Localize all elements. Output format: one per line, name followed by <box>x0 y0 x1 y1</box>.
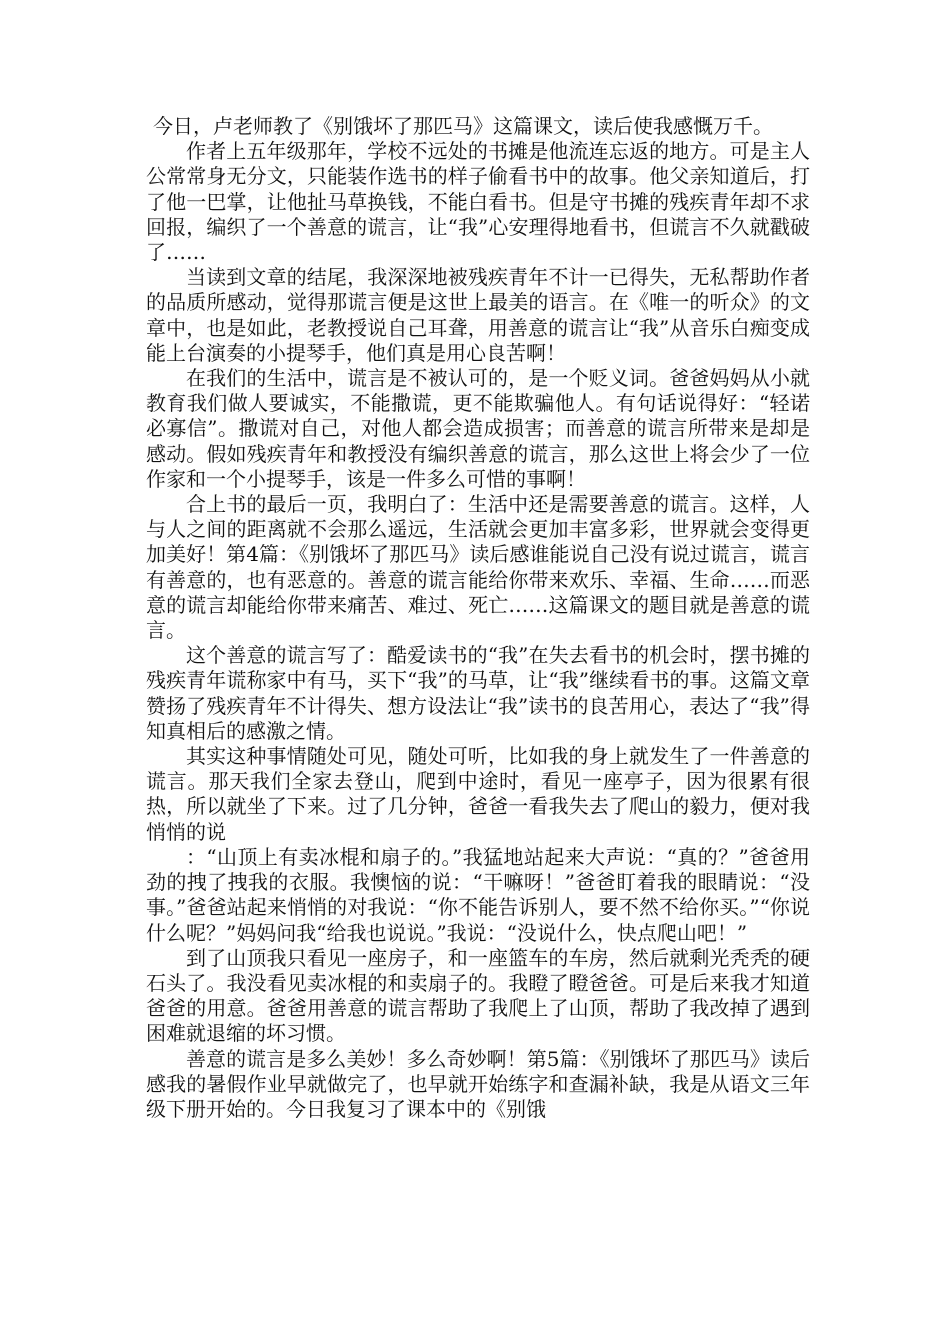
paragraph-3: 当读到文章的结尾，我深深地被残疾青年不计一已得失，无私帮助作者的品质所感动，觉得那谎言便是这世上最美的语言。在《唯一的听众》的文章中，也是如此，老教授说自己耳聋，用善意的谎言让“我”从音乐白痴变成能上台演奏的小提琴手，他们真是用心良苦啊！ <box>146 265 810 365</box>
paragraph-2: 作者上五年级那年，学校不远处的书摊是他流连忘返的地方。可是主人公常常身无分文，只能装作选书的样子偷看书中的故事。他父亲知道后，打了他一巴掌，让他扯马草换钱，不能白看书。但是守书摊的残疾青年却不求回报，编织了一个善意的谎言，让“我”心安理得地看书，但谎言不久就戳破了…… <box>146 139 810 265</box>
paragraph-5: 合上书的最后一页，我明白了：生活中还是需要善意的谎言。这样，人与人之间的距离就不会那么遥远，生活就会更加丰富多彩，世界就会变得更加美好！第4篇：《别饿坏了那匹马》读后感谁能说自己没有说过谎言，谎言有善意的，也有恶意的。善意的谎言能给你带来欢乐、幸福、生命……而恶意的谎言却能给你带来痛苦、难过、死亡……这篇课文的题目就是善意的谎言。 <box>146 492 810 643</box>
paragraph-1: 今日，卢老师教了《别饿坏了那匹马》这篇课文，读后使我感慨万千。 <box>153 114 773 138</box>
paragraph-8: ：“山顶上有卖冰棍和扇子的。”我猛地站起来大声说：“真的？”爸爸用劲的拽了拽我的衣服。我懊恼的说：“干嘛呀！”爸爸盯着我的眼睛说：“没事。”爸爸站起来悄悄的对我说：“你不能告诉别人，要不然不给你买。”“你说什么呢？”妈妈问我“给我也说说。”我说：“没说什么，快点爬山吧！” <box>146 844 810 945</box>
paragraph-10: 善意的谎言是多么美妙！多么奇妙啊！第5篇：《别饿坏了那匹马》读后感我的暑假作业早就做完了，也早就开始练字和查漏补缺，我是从语文三年级下册开始的。今日我复习了课本中的《别饿 <box>146 1046 810 1121</box>
paragraph-4: 在我们的生活中，谎言是不被认可的，是一个贬义词。爸爸妈妈从小就教育我们做人要诚实，不能撒谎，更不能欺骗他人。有句话说得好：“轻诺必寡信”。撒谎对自己，对他人都会造成损害；而善意的谎言所带来是却是感动。假如残疾青年和教授没有编织善意的谎言，那么这世上将会少了一位作家和一个小提琴手，该是一件多么可惜的事啊！ <box>146 366 810 491</box>
paragraph-7: 其实这种事情随处可见，随处可听，比如我的身上就发生了一件善意的谎言。那天我们全家去登山，爬到中途时，看见一座亭子，因为很累有很热，所以就坐了下来。过了几分钟，爸爸一看我失去了爬山的毅力，便对我悄悄的说 <box>146 744 810 844</box>
paragraph-9: 到了山顶我只看见一座房子，和一座篮车的车房，然后就剩光秃秃的硬石头了。我没看见卖冰棍的和卖扇子的。我瞪了瞪爸爸。可是后来我才知道爸爸的用意。爸爸用善意的谎言帮助了我爬上了山顶，帮助了我改掉了遇到困难就退缩的坏习惯。 <box>146 945 810 1046</box>
document-page <box>146 114 810 1122</box>
paragraph-6: 这个善意的谎言写了：酷爱读书的“我”在失去看书的机会时，摆书摊的残疾青年谎称家中有马，买下“我”的马草，让“我”继续看书的事。这篇文章赞扬了残疾青年不计得失、想方设法让“我”读书的良苦用心，表达了“我”得知真相后的感激之情。 <box>146 643 810 743</box>
